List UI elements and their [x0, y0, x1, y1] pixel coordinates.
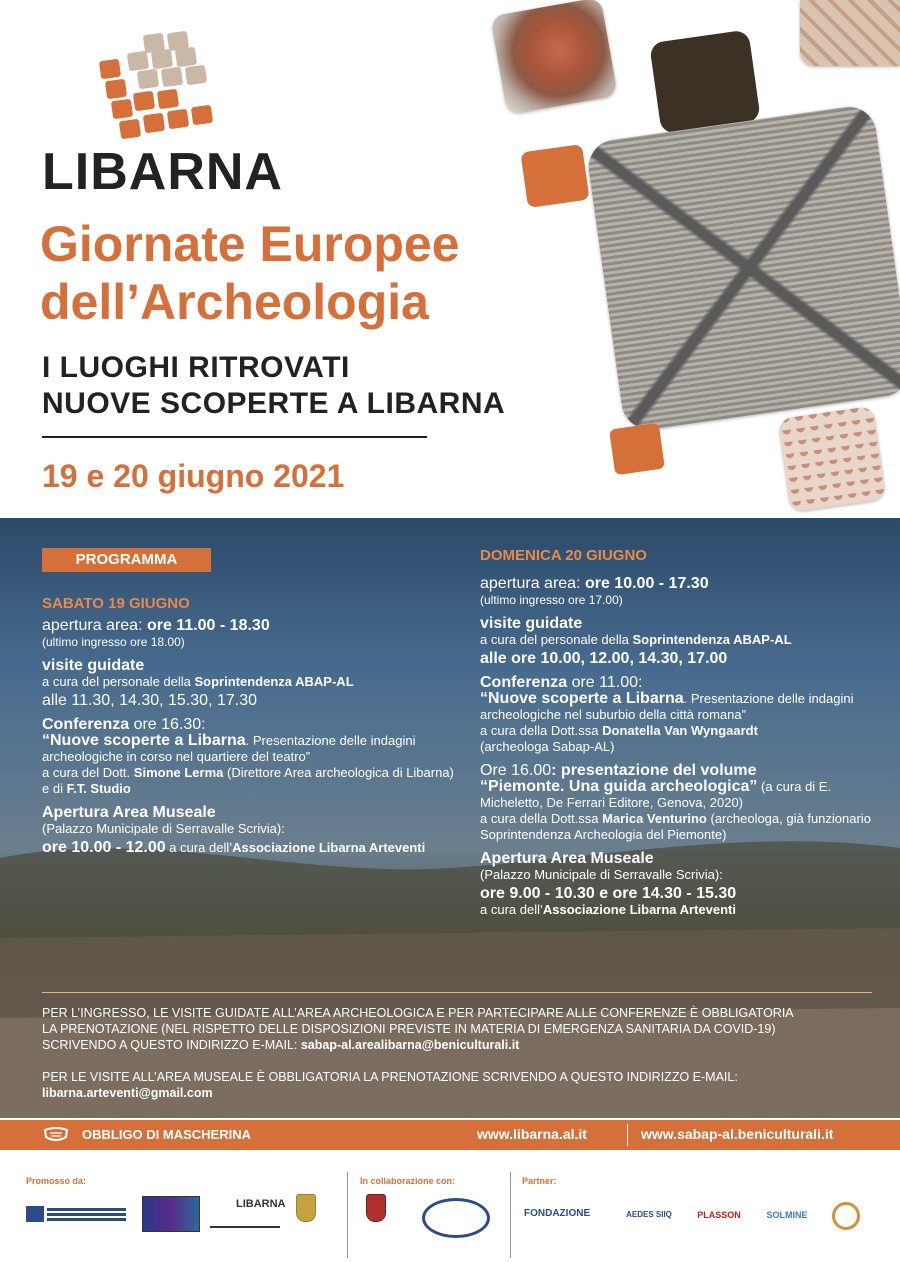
sunday-book-details: “Piemonte. Una guida archeologica” (a cura di E. Micheletto, De Ferrari Editore, Genova, 2020) [480, 778, 832, 810]
saturday-last-entry: (ultimo ingresso ore 18.00) [42, 635, 185, 649]
soprintendenza-logo [26, 1204, 126, 1224]
mask-requirement: OBBLIGO DI MASCHERINA [82, 1127, 251, 1142]
partner-label: Partner: [522, 1176, 557, 1186]
sunday-book-presentation: Ore 16.00: presentazione del volume [480, 762, 757, 779]
orange-tile-2 [609, 423, 665, 476]
link-libarna-site[interactable]: www.libarna.al.it [477, 1126, 587, 1142]
saturday-conference: Conferenza ore 16.30: [42, 716, 206, 733]
footer-separator-1 [347, 1172, 348, 1258]
sunday-tours-times: alle ore 10.00, 12.00, 14.30, 17.00 [480, 650, 728, 667]
notice-divider [42, 992, 872, 993]
page-subtitle: I LUOGHI RITROVATI NUOVE SCOPERTE A LIBARNA [42, 351, 506, 420]
sunday-museum-by: a cura dell’Associazione Libarna Arteventi [480, 902, 737, 917]
saturday-museum-title: Apertura Area Museale [42, 804, 216, 821]
mosaic-photo-vessel [490, 0, 618, 115]
pro-loco-logo [422, 1198, 490, 1238]
municipality-crest-1 [296, 1194, 316, 1222]
sunday-conference-by: a cura della Dott.ssa Donatella Van Wyngaardt [480, 723, 758, 738]
saturday-conference-by: a cura del Dott. Simone Lerma (Direttore Area archeologica di Libarna) e di F.T. Studio [42, 765, 454, 796]
email-link-arteventi[interactable]: libarna.arteventi@gmail.com [42, 1086, 213, 1100]
sunday-heading: DOMENICA 20 GIUGNO [480, 547, 647, 564]
sunday-opening: apertura area: ore 10.00 - 17.30 [480, 575, 709, 592]
saturday-tours-by: a cura del personale della Soprintendenza ABAP-AL [42, 674, 354, 689]
promoted-by-label: Promosso da: [26, 1176, 87, 1186]
event-date: 19 e 20 giugno 2021 [42, 458, 345, 494]
libarna-logo-text: LIBARNA [42, 143, 283, 201]
aedes-logo: AEDES SIIQ [626, 1210, 672, 1219]
libarna-small-logo: LIBARNA [210, 1196, 280, 1228]
page-title: Giornate Europee dell’Archeologia [40, 216, 460, 330]
collaboration-label: In collaborazione con: [360, 1176, 456, 1186]
dark-tile [649, 29, 761, 134]
orange-tile-1 [520, 144, 589, 208]
sunday-conference: Conferenza ore 11.00: [480, 674, 643, 691]
program-badge: PROGRAMMA [42, 548, 211, 572]
sunday-tours-by: a cura del personale della Soprintendenza ABAP-AL [480, 632, 792, 647]
bar-separator [627, 1124, 628, 1146]
fondazione-logo: FONDAZIONE [524, 1208, 591, 1219]
sunday-museum-title: Apertura Area Museale [480, 850, 654, 867]
mosaic-floor-photo [585, 103, 900, 433]
saturday-tours-title: visite guidate [42, 657, 145, 674]
municipality-crest-2 [366, 1194, 386, 1222]
saturday-heading: SABATO 19 GIUGNO [42, 595, 190, 612]
saturday-museum-time: ore 10.00 - 12.00 a cura dell’Associazione Libarna Arteventi [42, 839, 426, 856]
info-bar [0, 1120, 900, 1150]
sunday-conference-role: (archeologa Sabap-AL) [480, 739, 615, 754]
sunday-museum-time: ore 9.00 - 10.30 e ore 14.30 - 15.30 [480, 885, 737, 902]
giornate-europee-logo [142, 1196, 200, 1232]
round-partner-logo [832, 1202, 860, 1230]
sunday-last-entry: (ultimo ingresso ore 17.00) [480, 593, 623, 607]
sunday-book-by: a cura della Dott.ssa Marica Venturino (archeologa, già funzionario Soprintendenza Archeologia del Piemonte) [480, 811, 871, 842]
link-sabap-site[interactable]: www.sabap-al.beniculturali.it [641, 1126, 834, 1142]
saturday-museum-place: (Palazzo Municipale di Serravalle Scrivia): [42, 821, 285, 836]
sunday-museum-place: (Palazzo Municipale di Serravalle Scrivia): [480, 867, 723, 882]
saturday-conference-desc: “Nuove scoperte a Libarna. Presentazione delle indagini archeologiche in corso nel quartiere del teatro” [42, 732, 416, 764]
email-link-sabap[interactable]: sabap-al.arealibarna@beniculturali.it [300, 1038, 520, 1052]
plasson-logo: PLASSON [697, 1210, 741, 1220]
face-mask-icon [42, 1125, 70, 1143]
sunday-tours-title: visite guidate [480, 615, 583, 632]
footer-separator-2 [510, 1172, 511, 1258]
booking-notice: PER L’INGRESSO, LE VISITE GUIDATE ALL’AREA ARCHEOLOGICA E PER PARTECIPARE ALLE CONFERENZE È OBBLIGATORIA LA PRENOTAZIONE (NEL RISPETTO DELLE DISPOSIZIONI PREVISTE IN MATERIA DI EMERGENZA SANITARIA DA COVID-19) SCRIVENDO A QUESTO INDIRIZZO E-MAIL: sabap-al.arealibarna@beniculturali.it PER LE VISITE ALL’AREA MUSEALE È OBBLIGATORIA LA PRENOTAZIONE SCRIVENDO A QUESTO INDIRIZZO E-MAIL: libarna.arteventi@gmail.com [42, 1005, 877, 1101]
mosaic-scale-photo [778, 406, 886, 512]
solmine-logo: SOLMINE [766, 1210, 808, 1220]
libarna-mosaic-logo [98, 30, 216, 142]
sunday-column [480, 548, 880, 918]
mosaic-photo-corner [800, 0, 900, 66]
saturday-opening: apertura area: ore 11.00 - 18.30 [42, 617, 270, 634]
saturday-column [42, 596, 457, 856]
title-divider [42, 436, 427, 438]
saturday-tours-times: alle 11.30, 14.30, 15.30, 17.30 [42, 692, 257, 709]
sunday-conference-desc: “Nuove scoperte a Libarna. Presentazione delle indagini archeologiche nel suburbio della città romana” [480, 690, 854, 722]
